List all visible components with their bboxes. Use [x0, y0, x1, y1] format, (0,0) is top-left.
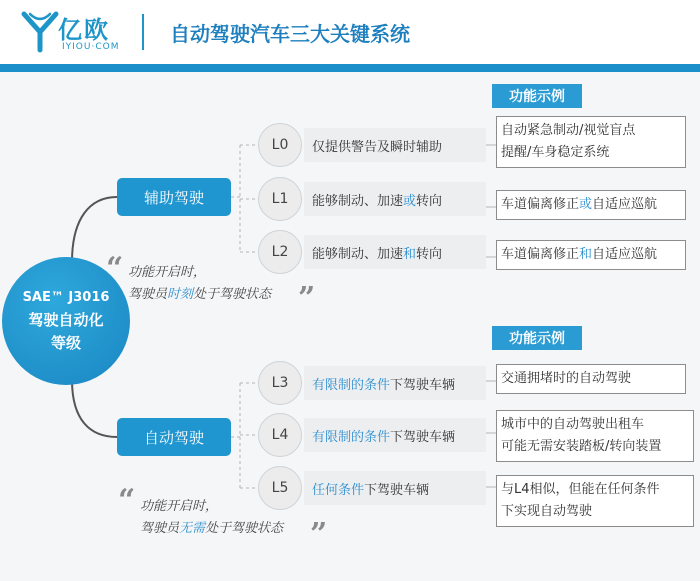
root-line-3: 等级: [50, 333, 81, 352]
auto-quote-close-icon: ”: [310, 517, 328, 552]
l5-desc-highlight: 任何条件: [312, 482, 365, 498]
l3-desc-highlight: 有限制的条件: [312, 377, 391, 393]
level-l0-function-example: [496, 116, 686, 168]
auto-quote-line-1: 功能开启时，: [140, 499, 219, 514]
brand-domain: IYIOU·COM: [62, 42, 120, 52]
l1-func-text-a: 车道偏离修正: [501, 197, 580, 212]
l3-func-line-1: 交通拥堵时的自动驾驶: [501, 371, 632, 386]
branch-assisted-driving: 辅助驾驶: [117, 178, 231, 216]
auto-quote-line-2-a: 驾驶员: [140, 521, 180, 536]
level-l0-node: L0: [258, 123, 302, 167]
page-title: 自动驾驶汽车三大关键系统: [170, 22, 410, 46]
l4-desc-highlight: 有限制的条件: [312, 429, 391, 445]
l0-desc-text: 仅提供警告及瞬时辅助: [312, 139, 443, 155]
l1-desc-highlight: 或: [403, 193, 417, 209]
l0-func-line-2: 提醒/车身稳定系统: [501, 145, 610, 160]
l2-func-highlight: 和: [579, 247, 593, 262]
level-l5-node: L5: [258, 466, 302, 510]
l2-desc-highlight: 和: [403, 246, 417, 262]
auto-bracket: [231, 383, 258, 488]
l2-desc-text-b: 转向: [416, 246, 443, 262]
assist-quote-line-1: 功能开启时，: [128, 265, 207, 280]
assist-quote-line-2: [128, 284, 271, 306]
level-l1-description: [304, 182, 486, 216]
l1-desc-text-a: 能够制动、加速: [312, 193, 404, 209]
auto-quote: [140, 496, 283, 540]
l5-desc-text: 下驾驶车辆: [364, 482, 430, 498]
assist-bracket: [231, 145, 258, 252]
l2-desc-text-a: 能够制动、加速: [312, 246, 404, 262]
level-l3-node: L3: [258, 361, 302, 405]
level-l2-function-example: [496, 240, 686, 270]
assist-quote-open-icon: “: [106, 251, 124, 286]
l5-func-line-1: 与L4相似，但能在任何条件: [501, 482, 660, 497]
root-line-2: 驾驶自动化: [28, 310, 104, 329]
level-l5-function-example: [496, 475, 694, 527]
l5-func-line-2: 下实现自动驾驶: [501, 504, 593, 519]
assist-quote-line-2-a: 驾驶员: [128, 287, 168, 302]
assist-quote-close-icon: ”: [298, 281, 316, 316]
function-example-label-top: 功能示例: [492, 84, 582, 108]
brand-name: 亿欧: [58, 16, 110, 44]
l1-func-highlight: 或: [579, 197, 593, 212]
level-l2-node: L2: [258, 230, 302, 274]
l4-func-line-1: 城市中的自动驾驶出租车: [501, 417, 645, 432]
l4-func-line-2: 可能无需安装踏板/转向装置: [501, 439, 662, 454]
root-line-1: SAE™ J3016: [22, 289, 110, 305]
root-to-auto-curve: [72, 380, 117, 437]
l4-desc-text: 下驾驶车辆: [390, 429, 456, 445]
level-l3-description: [304, 366, 486, 400]
l0-func-line-1: 自动紧急制动/视觉盲点: [501, 123, 636, 138]
level-l4-function-example: [496, 410, 694, 462]
level-l4-node: L4: [258, 413, 302, 457]
function-example-label-bottom: 功能示例: [492, 326, 582, 350]
l1-desc-text-b: 转向: [416, 193, 443, 209]
level-l5-description: [304, 471, 486, 505]
auto-quote-highlight: 无需: [179, 521, 206, 536]
level-l1-node: L1: [258, 177, 302, 221]
level-l4-description: [304, 418, 486, 452]
level-l3-function-example: [496, 364, 686, 394]
auto-quote-line-2: [140, 518, 283, 540]
auto-quote-line-2-b: 处于驾驶状态: [205, 521, 284, 536]
auto-quote-open-icon: “: [118, 483, 136, 518]
l2-func-text-a: 车道偏离修正: [501, 247, 580, 262]
assist-quote-highlight: 时刻: [167, 287, 194, 302]
l1-func-text-b: 自适应巡航: [592, 197, 658, 212]
level-l2-description: [304, 235, 486, 269]
level-l0-description: [304, 128, 486, 162]
level-l1-function-example: [496, 190, 686, 220]
l2-func-text-b: 自适应巡航: [592, 247, 658, 262]
branch-automated-driving: 自动驾驶: [117, 418, 231, 456]
assist-quote-line-2-b: 处于驾驶状态: [193, 287, 272, 302]
l3-desc-text: 下驾驶车辆: [390, 377, 456, 393]
assist-quote: [128, 262, 271, 306]
